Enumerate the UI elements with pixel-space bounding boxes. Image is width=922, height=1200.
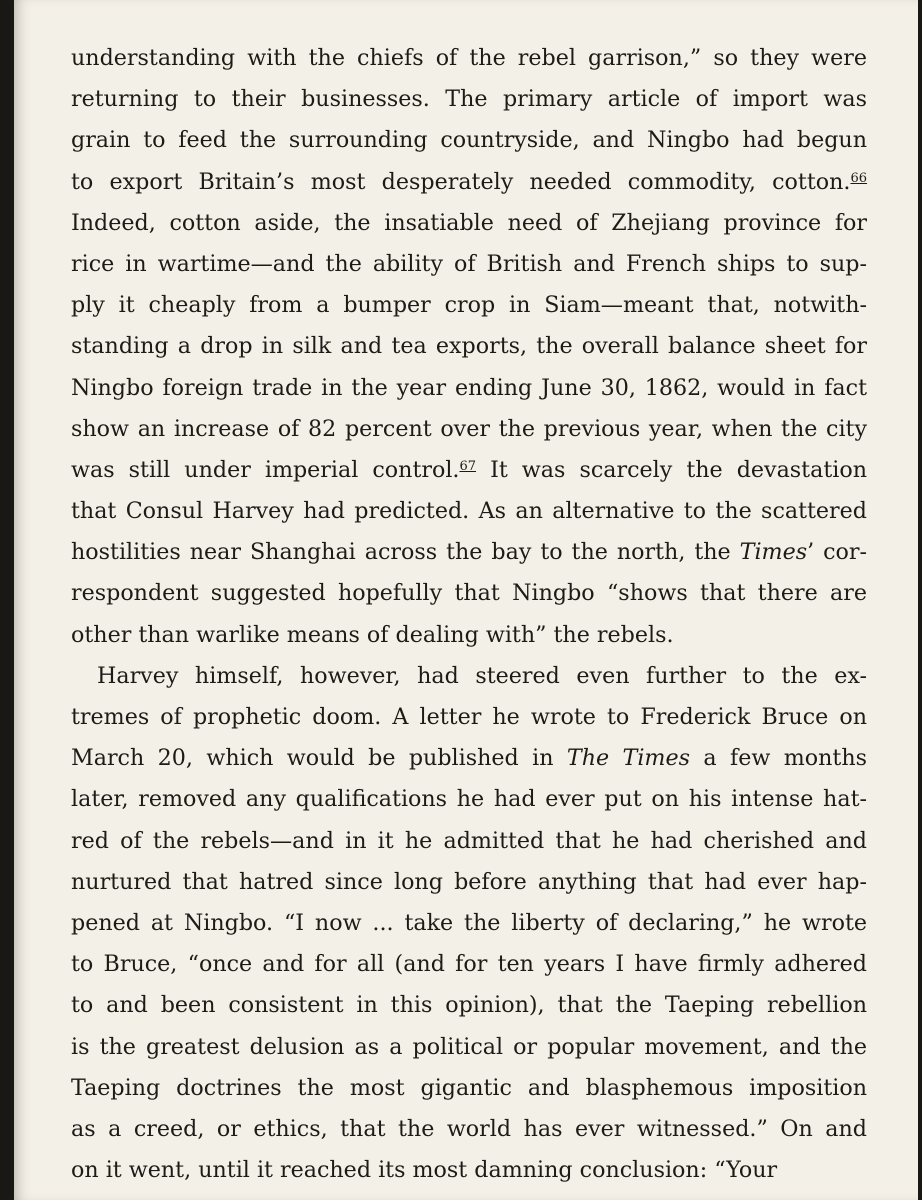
text-run: rice in wartime—and the ability of British and French ships to sup- bbox=[71, 250, 867, 277]
text-line bbox=[71, 285, 867, 326]
footnote-ref[interactable]: 66 bbox=[850, 170, 867, 186]
text-run: Indeed, cotton aside, the insatiable need of Zhejiang province for bbox=[71, 209, 867, 236]
text-run: March 20, which would be published in bbox=[71, 745, 567, 772]
book-page bbox=[14, 0, 918, 1200]
text-line bbox=[71, 821, 867, 862]
paragraph bbox=[71, 38, 867, 656]
body-text bbox=[71, 38, 867, 1191]
text-run: a few months bbox=[689, 745, 867, 772]
text-run: that Consul Harvey had predicted. As an alternative to the scattered bbox=[71, 498, 867, 525]
text-run: returning to their businesses. The primary article of import was bbox=[71, 86, 867, 113]
text-run: Ningbo foreign trade in the year ending June 30, 1862, would in fact bbox=[71, 374, 867, 401]
text-run: hostilities near Shanghai across the bay to the north, the bbox=[71, 539, 740, 566]
text-line bbox=[71, 1027, 867, 1068]
text-run: tremes of prophetic doom. A letter he wrote to Frederick Bruce on bbox=[71, 704, 867, 730]
text-line bbox=[71, 738, 867, 779]
text-line bbox=[71, 491, 867, 532]
text-run: to Bruce, “once and for all (and for ten years I have firmly adhered bbox=[71, 951, 867, 978]
text-line bbox=[71, 38, 867, 79]
text-line bbox=[71, 244, 867, 285]
text-line bbox=[71, 903, 867, 944]
text-run: understanding with the chiefs of the rebel garrison,” so they were bbox=[71, 45, 867, 71]
text-line bbox=[71, 203, 867, 244]
text-line bbox=[71, 1109, 867, 1150]
text-line bbox=[71, 862, 867, 903]
text-line bbox=[71, 162, 867, 203]
paragraph bbox=[71, 656, 867, 1191]
text-run: later, removed any qualifications he had ever put on his intense hat- bbox=[71, 786, 867, 813]
text-line bbox=[71, 326, 867, 367]
text-line bbox=[71, 1150, 867, 1191]
text-line bbox=[71, 409, 867, 450]
text-run: as a creed, or ethics, that the world has ever witnessed.” On and bbox=[71, 1115, 867, 1142]
text-line bbox=[71, 656, 867, 697]
text-run: It was scarcely the devastation bbox=[476, 456, 867, 483]
italic-title: The Times bbox=[566, 745, 690, 772]
text-line bbox=[71, 985, 867, 1026]
text-run: on it went, until it reached its most damning conclusion: “Your bbox=[71, 1157, 778, 1184]
text-line bbox=[71, 944, 867, 985]
text-run: is the greatest delusion as a political or popular movement, and the bbox=[71, 1033, 867, 1060]
text-run: other than warlike means of dealing with” the rebels. bbox=[71, 621, 674, 648]
text-run: Harvey himself, however, had steered even further to the ex- bbox=[97, 662, 867, 689]
text-run: to and been consistent in this opinion), that the Taeping rebellion bbox=[71, 992, 867, 1019]
text-line bbox=[71, 532, 867, 573]
text-run: show an increase of 82 percent over the previous year, when the city bbox=[71, 415, 867, 442]
text-line bbox=[71, 79, 867, 120]
text-run: to export Britain’s most desperately needed commodity, cotton. bbox=[71, 168, 851, 195]
text-run: ’ cor- bbox=[807, 539, 867, 566]
text-line bbox=[71, 697, 867, 738]
footnote-ref[interactable]: 67 bbox=[459, 458, 477, 474]
text-run: pened at Ningbo. “I now ... take the liberty of declaring,” he wrote bbox=[71, 909, 867, 936]
text-line bbox=[71, 1068, 867, 1109]
text-line bbox=[71, 120, 867, 161]
text-run: was still under imperial control. bbox=[71, 456, 460, 483]
text-run: standing a drop in silk and tea exports, the overall balance sheet for bbox=[71, 333, 867, 360]
text-run: red of the rebels—and in it he admitted that he had cherished and bbox=[71, 827, 867, 854]
text-run: respondent suggested hopefully that Ningbo “shows that there are bbox=[71, 580, 867, 607]
text-line bbox=[71, 573, 867, 614]
text-run: nurtured that hatred since long before anything that had ever hap- bbox=[71, 868, 867, 895]
text-run: ply it cheaply from a bumper crop in Siam—meant that, notwith- bbox=[71, 292, 867, 319]
text-run: Taeping doctrines the most gigantic and blasphemous imposition bbox=[71, 1074, 867, 1101]
text-run: grain to feed the surrounding countryside, and Ningbo had begun bbox=[71, 127, 867, 154]
text-line bbox=[71, 779, 867, 820]
text-line bbox=[71, 615, 867, 656]
italic-title: Times bbox=[739, 539, 808, 566]
text-line bbox=[71, 368, 867, 409]
text-line bbox=[71, 450, 867, 491]
